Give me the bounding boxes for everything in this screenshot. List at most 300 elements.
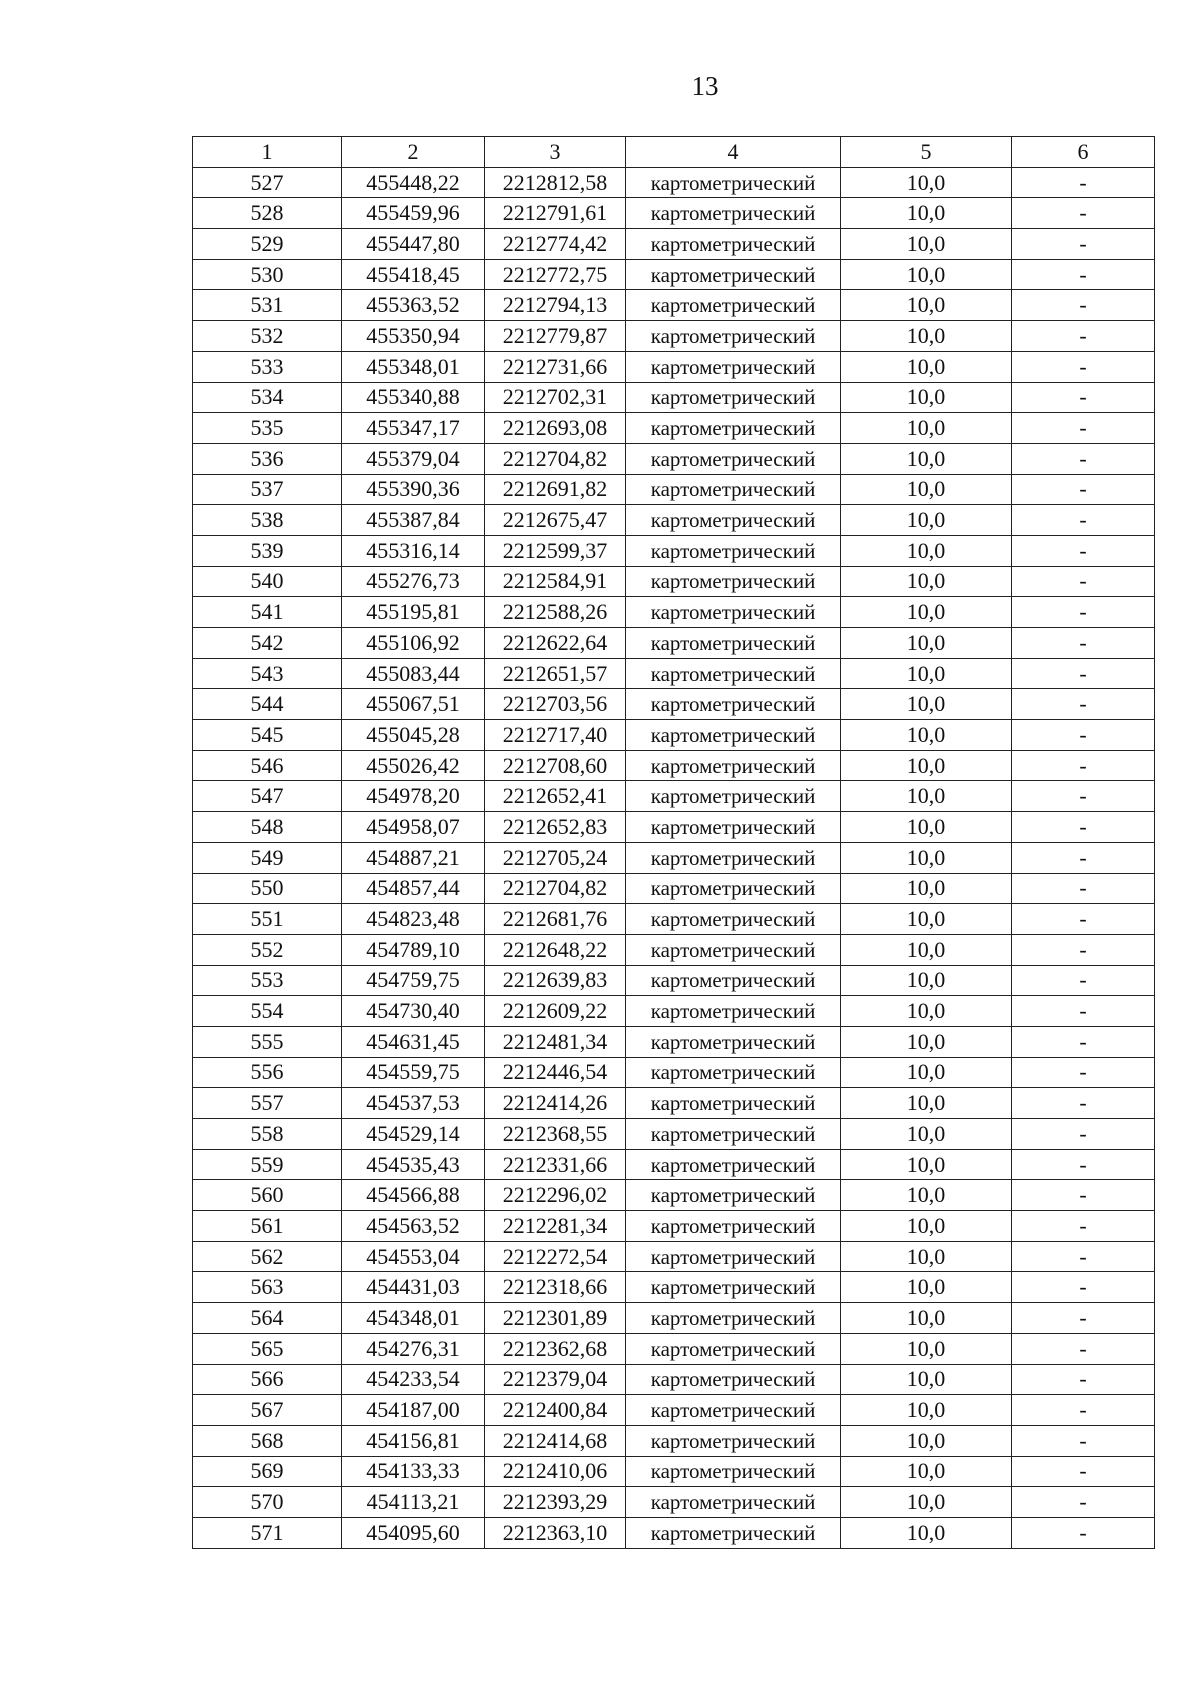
accuracy-cell: 10,0 [841, 413, 1012, 444]
accuracy-cell: 10,0 [841, 321, 1012, 352]
y-coordinate-cell: 2212318,66 [485, 1272, 626, 1303]
note-cell: - [1012, 1487, 1155, 1518]
point-number-cell: 535 [193, 413, 342, 444]
table-row [193, 1057, 1155, 1088]
y-coordinate-cell: 2212779,87 [485, 321, 626, 352]
x-coordinate-cell: 454233,54 [342, 1364, 485, 1395]
table-row [193, 351, 1155, 382]
method-cell: картометрический [626, 1303, 841, 1334]
x-coordinate-cell: 455418,45 [342, 259, 485, 290]
point-number-cell: 571 [193, 1517, 342, 1548]
x-coordinate-cell: 455348,01 [342, 351, 485, 382]
column-header: 6 [1012, 137, 1155, 168]
y-coordinate-cell: 2212599,37 [485, 535, 626, 566]
note-cell: - [1012, 720, 1155, 751]
table-row [193, 965, 1155, 996]
method-cell: картометрический [626, 1333, 841, 1364]
point-number-cell: 569 [193, 1456, 342, 1487]
method-cell: картометрический [626, 535, 841, 566]
note-cell: - [1012, 965, 1155, 996]
method-cell: картометрический [626, 1395, 841, 1426]
note-cell: - [1012, 474, 1155, 505]
x-coordinate-cell: 454789,10 [342, 934, 485, 965]
x-coordinate-cell: 455045,28 [342, 720, 485, 751]
table-row [193, 1241, 1155, 1272]
method-cell: картометрический [626, 382, 841, 413]
y-coordinate-cell: 2212622,64 [485, 628, 626, 659]
method-cell: картометрический [626, 812, 841, 843]
y-coordinate-cell: 2212410,06 [485, 1456, 626, 1487]
accuracy-cell: 10,0 [841, 658, 1012, 689]
accuracy-cell: 10,0 [841, 198, 1012, 229]
point-number-cell: 530 [193, 259, 342, 290]
x-coordinate-cell: 454759,75 [342, 965, 485, 996]
note-cell: - [1012, 812, 1155, 843]
x-coordinate-cell: 454156,81 [342, 1425, 485, 1456]
x-coordinate-cell: 455195,81 [342, 597, 485, 628]
accuracy-cell: 10,0 [841, 1119, 1012, 1150]
method-cell: картометрический [626, 1517, 841, 1548]
accuracy-cell: 10,0 [841, 566, 1012, 597]
point-number-cell: 562 [193, 1241, 342, 1272]
y-coordinate-cell: 2212691,82 [485, 474, 626, 505]
note-cell: - [1012, 750, 1155, 781]
x-coordinate-cell: 454535,43 [342, 1149, 485, 1180]
point-number-cell: 527 [193, 167, 342, 198]
x-coordinate-cell: 455448,22 [342, 167, 485, 198]
note-cell: - [1012, 1149, 1155, 1180]
note-cell: - [1012, 842, 1155, 873]
accuracy-cell: 10,0 [841, 842, 1012, 873]
method-cell: картометрический [626, 321, 841, 352]
x-coordinate-cell: 454823,48 [342, 904, 485, 935]
x-coordinate-cell: 455347,17 [342, 413, 485, 444]
y-coordinate-cell: 2212368,55 [485, 1119, 626, 1150]
x-coordinate-cell: 455447,80 [342, 229, 485, 260]
point-number-cell: 537 [193, 474, 342, 505]
y-coordinate-cell: 2212272,54 [485, 1241, 626, 1272]
note-cell: - [1012, 1119, 1155, 1150]
point-number-cell: 564 [193, 1303, 342, 1334]
method-cell: картометрический [626, 505, 841, 536]
table-row [193, 259, 1155, 290]
method-cell: картометрический [626, 1149, 841, 1180]
table-row [193, 1517, 1155, 1548]
table-row [193, 1364, 1155, 1395]
y-coordinate-cell: 2212331,66 [485, 1149, 626, 1180]
method-cell: картометрический [626, 658, 841, 689]
note-cell: - [1012, 597, 1155, 628]
point-number-cell: 568 [193, 1425, 342, 1456]
y-coordinate-cell: 2212379,04 [485, 1364, 626, 1395]
point-number-cell: 544 [193, 689, 342, 720]
accuracy-cell: 10,0 [841, 1180, 1012, 1211]
point-number-cell: 553 [193, 965, 342, 996]
x-coordinate-cell: 455106,92 [342, 628, 485, 659]
note-cell: - [1012, 934, 1155, 965]
x-coordinate-cell: 454348,01 [342, 1303, 485, 1334]
method-cell: картометрический [626, 167, 841, 198]
table-row [193, 535, 1155, 566]
accuracy-cell: 10,0 [841, 750, 1012, 781]
y-coordinate-cell: 2212705,24 [485, 842, 626, 873]
y-coordinate-cell: 2212652,83 [485, 812, 626, 843]
accuracy-cell: 10,0 [841, 1364, 1012, 1395]
method-cell: картометрический [626, 1119, 841, 1150]
note-cell: - [1012, 1333, 1155, 1364]
table-row [193, 720, 1155, 751]
x-coordinate-cell: 455026,42 [342, 750, 485, 781]
point-number-cell: 541 [193, 597, 342, 628]
accuracy-cell: 10,0 [841, 597, 1012, 628]
x-coordinate-cell: 454113,21 [342, 1487, 485, 1518]
point-number-cell: 547 [193, 781, 342, 812]
point-number-cell: 539 [193, 535, 342, 566]
point-number-cell: 561 [193, 1211, 342, 1242]
method-cell: картометрический [626, 1272, 841, 1303]
method-cell: картометрический [626, 628, 841, 659]
accuracy-cell: 10,0 [841, 1487, 1012, 1518]
x-coordinate-cell: 455379,04 [342, 443, 485, 474]
method-cell: картометрический [626, 1180, 841, 1211]
table-row [193, 1119, 1155, 1150]
y-coordinate-cell: 2212363,10 [485, 1517, 626, 1548]
x-coordinate-cell: 455387,84 [342, 505, 485, 536]
table-row [193, 658, 1155, 689]
note-cell: - [1012, 1180, 1155, 1211]
y-coordinate-cell: 2212446,54 [485, 1057, 626, 1088]
y-coordinate-cell: 2212584,91 [485, 566, 626, 597]
note-cell: - [1012, 1395, 1155, 1426]
note-cell: - [1012, 1425, 1155, 1456]
point-number-cell: 531 [193, 290, 342, 321]
note-cell: - [1012, 1272, 1155, 1303]
point-number-cell: 538 [193, 505, 342, 536]
note-cell: - [1012, 229, 1155, 260]
method-cell: картометрический [626, 1211, 841, 1242]
point-number-cell: 554 [193, 996, 342, 1027]
x-coordinate-cell: 455340,88 [342, 382, 485, 413]
accuracy-cell: 10,0 [841, 505, 1012, 536]
table-row [193, 781, 1155, 812]
column-header: 2 [342, 137, 485, 168]
method-cell: картометрический [626, 934, 841, 965]
method-cell: картометрический [626, 750, 841, 781]
y-coordinate-cell: 2212296,02 [485, 1180, 626, 1211]
point-number-cell: 563 [193, 1272, 342, 1303]
table-row [193, 1425, 1155, 1456]
y-coordinate-cell: 2212652,41 [485, 781, 626, 812]
note-cell: - [1012, 1364, 1155, 1395]
column-header: 4 [626, 137, 841, 168]
y-coordinate-cell: 2212772,75 [485, 259, 626, 290]
method-cell: картометрический [626, 1456, 841, 1487]
x-coordinate-cell: 455350,94 [342, 321, 485, 352]
table-row [193, 628, 1155, 659]
note-cell: - [1012, 873, 1155, 904]
note-cell: - [1012, 628, 1155, 659]
table-row [193, 1487, 1155, 1518]
accuracy-cell: 10,0 [841, 1088, 1012, 1119]
x-coordinate-cell: 454553,04 [342, 1241, 485, 1272]
point-number-cell: 550 [193, 873, 342, 904]
note-cell: - [1012, 413, 1155, 444]
note-cell: - [1012, 904, 1155, 935]
table-row [193, 1026, 1155, 1057]
method-cell: картометрический [626, 259, 841, 290]
table-row [193, 566, 1155, 597]
y-coordinate-cell: 2212393,29 [485, 1487, 626, 1518]
x-coordinate-cell: 454537,53 [342, 1088, 485, 1119]
x-coordinate-cell: 454730,40 [342, 996, 485, 1027]
y-coordinate-cell: 2212704,82 [485, 873, 626, 904]
table-row [193, 382, 1155, 413]
y-coordinate-cell: 2212609,22 [485, 996, 626, 1027]
point-number-cell: 548 [193, 812, 342, 843]
y-coordinate-cell: 2212648,22 [485, 934, 626, 965]
method-cell: картометрический [626, 873, 841, 904]
note-cell: - [1012, 1517, 1155, 1548]
accuracy-cell: 10,0 [841, 1211, 1012, 1242]
accuracy-cell: 10,0 [841, 1057, 1012, 1088]
y-coordinate-cell: 2212731,66 [485, 351, 626, 382]
table-row [193, 689, 1155, 720]
y-coordinate-cell: 2212301,89 [485, 1303, 626, 1334]
table-row [193, 1088, 1155, 1119]
point-number-cell: 545 [193, 720, 342, 751]
accuracy-cell: 10,0 [841, 1272, 1012, 1303]
method-cell: картометрический [626, 689, 841, 720]
accuracy-cell: 10,0 [841, 474, 1012, 505]
table-header-row [193, 137, 1155, 168]
note-cell: - [1012, 443, 1155, 474]
accuracy-cell: 10,0 [841, 1303, 1012, 1334]
accuracy-cell: 10,0 [841, 689, 1012, 720]
y-coordinate-cell: 2212675,47 [485, 505, 626, 536]
point-number-cell: 560 [193, 1180, 342, 1211]
y-coordinate-cell: 2212481,34 [485, 1026, 626, 1057]
y-coordinate-cell: 2212588,26 [485, 597, 626, 628]
y-coordinate-cell: 2212708,60 [485, 750, 626, 781]
method-cell: картометрический [626, 1425, 841, 1456]
method-cell: картометрический [626, 1088, 841, 1119]
note-cell: - [1012, 167, 1155, 198]
note-cell: - [1012, 1026, 1155, 1057]
point-number-cell: 570 [193, 1487, 342, 1518]
note-cell: - [1012, 351, 1155, 382]
y-coordinate-cell: 2212362,68 [485, 1333, 626, 1364]
accuracy-cell: 10,0 [841, 1395, 1012, 1426]
accuracy-cell: 10,0 [841, 965, 1012, 996]
accuracy-cell: 10,0 [841, 1026, 1012, 1057]
point-number-cell: 555 [193, 1026, 342, 1057]
accuracy-cell: 10,0 [841, 382, 1012, 413]
accuracy-cell: 10,0 [841, 1517, 1012, 1548]
point-number-cell: 566 [193, 1364, 342, 1395]
y-coordinate-cell: 2212639,83 [485, 965, 626, 996]
column-header: 5 [841, 137, 1012, 168]
table-row [193, 1456, 1155, 1487]
table-row [193, 597, 1155, 628]
point-number-cell: 565 [193, 1333, 342, 1364]
x-coordinate-cell: 454187,00 [342, 1395, 485, 1426]
method-cell: картометрический [626, 1241, 841, 1272]
accuracy-cell: 10,0 [841, 443, 1012, 474]
x-coordinate-cell: 455363,52 [342, 290, 485, 321]
x-coordinate-cell: 455459,96 [342, 198, 485, 229]
y-coordinate-cell: 2212794,13 [485, 290, 626, 321]
x-coordinate-cell: 455390,36 [342, 474, 485, 505]
method-cell: картометрический [626, 198, 841, 229]
table-row [193, 934, 1155, 965]
point-number-cell: 546 [193, 750, 342, 781]
note-cell: - [1012, 1456, 1155, 1487]
table-row [193, 443, 1155, 474]
y-coordinate-cell: 2212703,56 [485, 689, 626, 720]
method-cell: картометрический [626, 413, 841, 444]
x-coordinate-cell: 455067,51 [342, 689, 485, 720]
method-cell: картометрический [626, 597, 841, 628]
note-cell: - [1012, 996, 1155, 1027]
point-number-cell: 551 [193, 904, 342, 935]
x-coordinate-cell: 454958,07 [342, 812, 485, 843]
accuracy-cell: 10,0 [841, 1241, 1012, 1272]
accuracy-cell: 10,0 [841, 812, 1012, 843]
x-coordinate-cell: 454276,31 [342, 1333, 485, 1364]
y-coordinate-cell: 2212702,31 [485, 382, 626, 413]
note-cell: - [1012, 321, 1155, 352]
note-cell: - [1012, 566, 1155, 597]
note-cell: - [1012, 535, 1155, 566]
method-cell: картометрический [626, 1026, 841, 1057]
y-coordinate-cell: 2212791,61 [485, 198, 626, 229]
x-coordinate-cell: 455083,44 [342, 658, 485, 689]
accuracy-cell: 10,0 [841, 229, 1012, 260]
y-coordinate-cell: 2212651,57 [485, 658, 626, 689]
table-row [193, 1303, 1155, 1334]
accuracy-cell: 10,0 [841, 934, 1012, 965]
y-coordinate-cell: 2212693,08 [485, 413, 626, 444]
method-cell: картометрический [626, 842, 841, 873]
note-cell: - [1012, 1211, 1155, 1242]
table-row [193, 229, 1155, 260]
x-coordinate-cell: 454978,20 [342, 781, 485, 812]
point-number-cell: 532 [193, 321, 342, 352]
method-cell: картометрический [626, 290, 841, 321]
y-coordinate-cell: 2212281,34 [485, 1211, 626, 1242]
table-body [193, 167, 1155, 1548]
point-number-cell: 540 [193, 566, 342, 597]
method-cell: картометрический [626, 351, 841, 382]
x-coordinate-cell: 454566,88 [342, 1180, 485, 1211]
accuracy-cell: 10,0 [841, 351, 1012, 382]
note-cell: - [1012, 1057, 1155, 1088]
accuracy-cell: 10,0 [841, 167, 1012, 198]
accuracy-cell: 10,0 [841, 781, 1012, 812]
method-cell: картометрический [626, 443, 841, 474]
table-row [193, 1180, 1155, 1211]
x-coordinate-cell: 454095,60 [342, 1517, 485, 1548]
method-cell: картометрический [626, 996, 841, 1027]
note-cell: - [1012, 658, 1155, 689]
note-cell: - [1012, 382, 1155, 413]
x-coordinate-cell: 454887,21 [342, 842, 485, 873]
method-cell: картометрический [626, 965, 841, 996]
note-cell: - [1012, 1088, 1155, 1119]
accuracy-cell: 10,0 [841, 1425, 1012, 1456]
method-cell: картометрический [626, 566, 841, 597]
table-row [193, 996, 1155, 1027]
x-coordinate-cell: 454529,14 [342, 1119, 485, 1150]
table-row [193, 321, 1155, 352]
accuracy-cell: 10,0 [841, 720, 1012, 751]
table-row [193, 750, 1155, 781]
table-row [193, 474, 1155, 505]
table-row [193, 413, 1155, 444]
table-row [193, 1272, 1155, 1303]
note-cell: - [1012, 198, 1155, 229]
point-number-cell: 549 [193, 842, 342, 873]
method-cell: картометрический [626, 1487, 841, 1518]
point-number-cell: 567 [193, 1395, 342, 1426]
x-coordinate-cell: 454133,33 [342, 1456, 485, 1487]
y-coordinate-cell: 2212400,84 [485, 1395, 626, 1426]
accuracy-cell: 10,0 [841, 1333, 1012, 1364]
point-number-cell: 528 [193, 198, 342, 229]
accuracy-cell: 10,0 [841, 873, 1012, 904]
method-cell: картометрический [626, 781, 841, 812]
y-coordinate-cell: 2212681,76 [485, 904, 626, 935]
coordinates-table [192, 136, 1155, 1549]
table-row [193, 167, 1155, 198]
accuracy-cell: 10,0 [841, 996, 1012, 1027]
accuracy-cell: 10,0 [841, 259, 1012, 290]
point-number-cell: 556 [193, 1057, 342, 1088]
accuracy-cell: 10,0 [841, 628, 1012, 659]
y-coordinate-cell: 2212414,26 [485, 1088, 626, 1119]
point-number-cell: 529 [193, 229, 342, 260]
y-coordinate-cell: 2212774,42 [485, 229, 626, 260]
y-coordinate-cell: 2212414,68 [485, 1425, 626, 1456]
point-number-cell: 536 [193, 443, 342, 474]
x-coordinate-cell: 455316,14 [342, 535, 485, 566]
table-row [193, 904, 1155, 935]
x-coordinate-cell: 455276,73 [342, 566, 485, 597]
accuracy-cell: 10,0 [841, 1456, 1012, 1487]
note-cell: - [1012, 1241, 1155, 1272]
column-header: 3 [485, 137, 626, 168]
x-coordinate-cell: 454857,44 [342, 873, 485, 904]
method-cell: картометрический [626, 1364, 841, 1395]
table-row [193, 505, 1155, 536]
page-number: 13 [691, 71, 719, 101]
point-number-cell: 557 [193, 1088, 342, 1119]
method-cell: картометрический [626, 229, 841, 260]
table-row [193, 1333, 1155, 1364]
x-coordinate-cell: 454631,45 [342, 1026, 485, 1057]
x-coordinate-cell: 454559,75 [342, 1057, 485, 1088]
note-cell: - [1012, 505, 1155, 536]
column-header: 1 [193, 137, 342, 168]
method-cell: картометрический [626, 474, 841, 505]
y-coordinate-cell: 2212704,82 [485, 443, 626, 474]
method-cell: картометрический [626, 720, 841, 751]
method-cell: картометрический [626, 1057, 841, 1088]
table-row [193, 842, 1155, 873]
table-row [193, 1149, 1155, 1180]
table-row [193, 1395, 1155, 1426]
table-row [193, 812, 1155, 843]
